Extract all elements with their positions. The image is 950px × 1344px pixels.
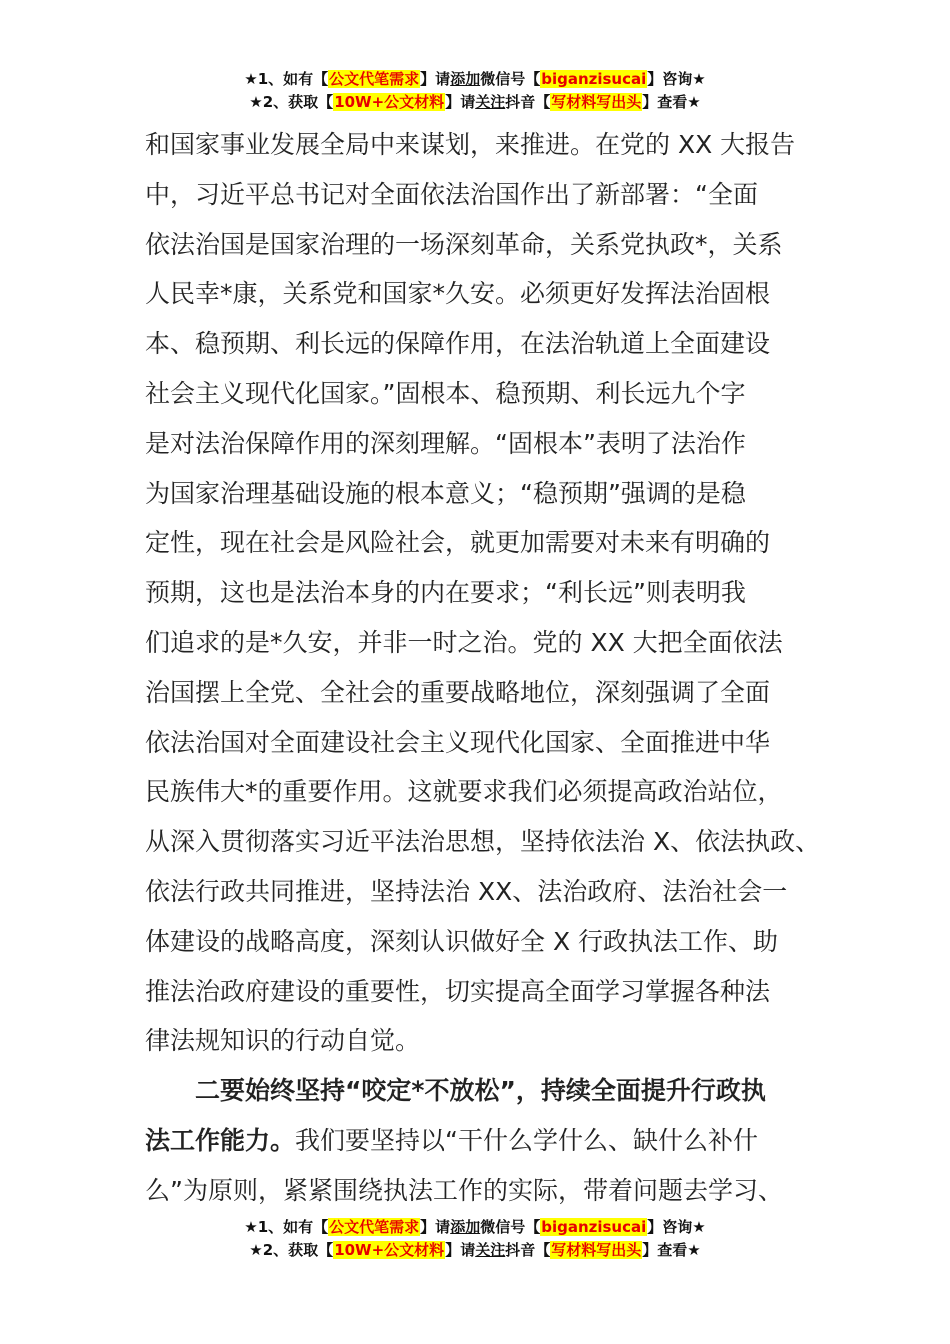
banner-highlight-douyin-id: 写材料写出头 xyxy=(551,1241,642,1259)
banner-text: 】请 xyxy=(420,70,451,88)
text-span: 我们要坚持以“干什么学什么、缺什么补什 xyxy=(295,1125,758,1155)
banner-underlined-text: 关注 xyxy=(475,1241,506,1259)
banner-text: ★1、如有【 xyxy=(244,70,329,88)
banner-text: 】请 xyxy=(420,1218,451,1236)
banner-highlight-wechat-id: biganzisucai xyxy=(541,70,647,88)
banner-underlined-text: 关注 xyxy=(475,93,506,111)
text-line: 依法治国对全面建设社会主义现代化国家、全面推进中华 xyxy=(145,727,771,757)
banner-underlined-text: 添加 xyxy=(450,70,481,88)
text-line: 律法规知识的行动自觉。 xyxy=(145,1026,421,1056)
text-line: 依法行政共同推进，坚持法治 XX、法治政府、法治社会一 xyxy=(145,876,788,906)
banner-text: 抖音【 xyxy=(505,1241,551,1259)
text-line: 预期，这也是法治本身的内在要求；“利长远”则表明我 xyxy=(145,578,746,608)
text-line: 依法治国是国家治理的一场深刻革命，关系党执政*，关系 xyxy=(145,229,783,259)
banner-highlight-materials: 10W+公文材料 xyxy=(334,1241,445,1259)
banner-text: ★2、获取【 xyxy=(249,93,334,111)
text-line: 社会主义现代化国家。”固根本、稳预期、利长远九个字 xyxy=(145,378,746,408)
paragraph-2 xyxy=(145,1066,835,1215)
document-body xyxy=(145,120,835,1216)
text-line: 中，习近平总书记对全面依法治国作出了新部署：“全面 xyxy=(145,179,758,209)
banner-text: 】请 xyxy=(445,93,476,111)
text-line: 是对法治保障作用的深刻理解。“固根本”表明了法治作 xyxy=(145,428,746,458)
banner-text: 微信号【 xyxy=(480,1218,541,1236)
text-line: 治国摆上全党、全社会的重要战略地位，深刻强调了全面 xyxy=(145,677,771,707)
banner-text: 抖音【 xyxy=(505,93,551,111)
banner-highlight-materials: 10W+公文材料 xyxy=(334,93,445,111)
paragraph-1 xyxy=(145,120,835,1066)
banner-text: 微信号【 xyxy=(480,70,541,88)
footer-banner xyxy=(0,1216,950,1262)
text-line: 民族伟大*的重要作用。这就要求我们必须提高政治站位， xyxy=(145,777,783,807)
text-line: 定性，现在社会是风险社会，就更加需要对未来有明确的 xyxy=(145,528,771,558)
text-line xyxy=(145,1116,835,1166)
text-line: 推法治政府建设的重要性，切实提高全面学习掌握各种法 xyxy=(145,976,771,1006)
banner-text: 】查看★ xyxy=(642,1241,701,1259)
text-line: 体建设的战略高度，深刻认识做好全 X 行政执法工作、助 xyxy=(145,926,779,956)
header-banner xyxy=(0,68,950,114)
banner-text: 】查看★ xyxy=(642,93,701,111)
banner-text: 】咨询★ xyxy=(647,1218,706,1236)
banner-underlined-text: 添加 xyxy=(450,1218,481,1236)
banner-highlight-wechat-id: biganzisucai xyxy=(541,1218,647,1236)
text-line: 为国家治理基础设施的根本意义；“稳预期”强调的是稳 xyxy=(145,478,746,508)
banner-highlight-service: 公文代笔需求 xyxy=(329,1218,420,1236)
banner-highlight-douyin-id: 写材料写出头 xyxy=(551,93,642,111)
footer-banner-line-1 xyxy=(0,1216,950,1239)
section-heading-line: 二要始终坚持“咬定*不放松”，持续全面提升行政执 xyxy=(195,1076,766,1106)
banner-text: 】请 xyxy=(445,1241,476,1259)
text-line: 和国家事业发展全局中来谋划，来推进。在党的 XX 大报告 xyxy=(145,130,796,159)
banner-text: ★2、获取【 xyxy=(249,1241,334,1259)
text-line: 么”为原则，紧紧围绕执法工作的实际，带着问题去学习、 xyxy=(145,1175,783,1205)
text-line: 人民幸*康，关系党和国家*久安。必须更好发挥法治固根 xyxy=(145,279,771,309)
banner-text: 】咨询★ xyxy=(647,70,706,88)
text-line: 从深入贯彻落实习近平法治思想，坚持依法治 X、依法执政、 xyxy=(145,827,821,857)
header-banner-line-2 xyxy=(0,91,950,114)
section-heading-tail: 法工作能力。 xyxy=(145,1125,296,1155)
banner-highlight-service: 公文代笔需求 xyxy=(329,70,420,88)
text-line: 本、稳预期、利长远的保障作用，在法治轨道上全面建设 xyxy=(145,329,771,359)
text-line: 们追求的是*久安，并非一时之治。党的 XX 大把全面依法 xyxy=(145,627,783,657)
header-banner-line-1 xyxy=(0,68,950,91)
banner-text: ★1、如有【 xyxy=(244,1218,329,1236)
footer-banner-line-2 xyxy=(0,1239,950,1262)
